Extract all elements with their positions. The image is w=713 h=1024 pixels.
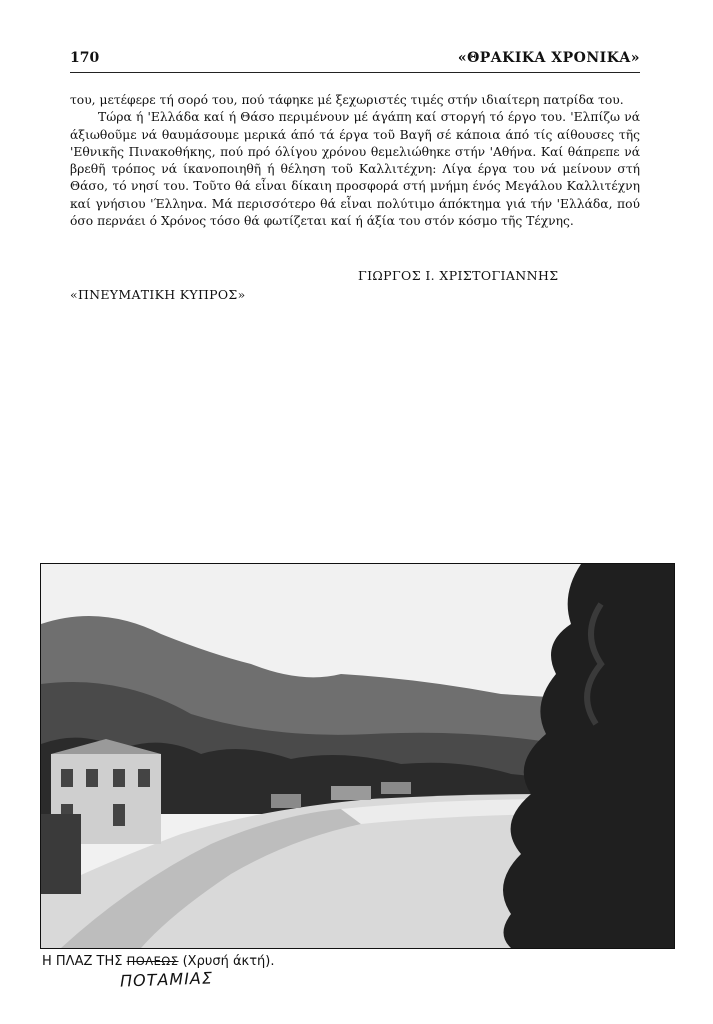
- author-signature: ΓΙΩΡΓΟΣ Ι. ΧΡΙΣΤΟΓΙΑΝΝΗΣ: [358, 268, 559, 283]
- handwritten-correction: ΠΟΤΑΜΙΑΣ: [119, 968, 214, 991]
- article-paragraph: Τώρα ή 'Ελλάδα καί ή Θάσο περιμένουν μέ άγάπη καί στοργή τό έργο του. 'Ελπίζω νά άξιωθοῦμε νά θαυμάσουμε μερικά άπό τά έργα τοῦ Βαγῆ σέ κάποια άπό τίς αίθουσες τῆς 'Εθνικῆς Πινακοθήκης, πού πρό όλίγου χρόνου θεμελιώθηκε στήν 'Αθήνα. Καί θάπρεπε νά βρεθῆ τρόπος νά ίκανοποιηθῆ ή θέληση τοῦ Καλλιτέχνη: Λίγα έργα του νά μείνουν στή Θάσο, τό νησί του. Τοῦτο θά εἶναι δίκαιη προσφορά στή μνήμη ένός Μεγάλου Καλλιτέχνη καί γνήσιου 'Έλληνα. Μά περισσότερο θά εἶναι πολύτιμο άπόκτημα γιά τήν 'Ελλάδα, πού όσο περνάει ό Χρόνος τόσο θά φωτίζεται καί ή άξία του στόν κόσμο τῆς Τέχνης.: [70, 110, 640, 229]
- caption-suffix: (Χρυσή άκτή).: [182, 954, 275, 969]
- source-credit: «ΠΝΕΥΜΑΤΙΚΗ ΚΥΠΡΟΣ»: [70, 287, 246, 302]
- photo-caption: [42, 954, 274, 969]
- caption-struck-word: ΠΟΛΕΩΣ: [126, 954, 179, 968]
- beach-photograph: [40, 563, 675, 949]
- journal-title: «ΘΡΑΚΙΚΑ ΧΡΟΝΙΚΑ»: [457, 50, 640, 66]
- page-number: 170: [70, 50, 100, 66]
- caption-prefix: Η ΠΛΑΖ ΤΗΣ: [42, 954, 123, 969]
- article-paragraph: του, μετέφερε τή σορό του, πού τάφηκε μέ ξεχωριστές τιμές στήν ιδιαίτερη πατρίδα του.: [70, 93, 624, 107]
- article-body: [70, 92, 640, 230]
- header-rule: [70, 72, 640, 73]
